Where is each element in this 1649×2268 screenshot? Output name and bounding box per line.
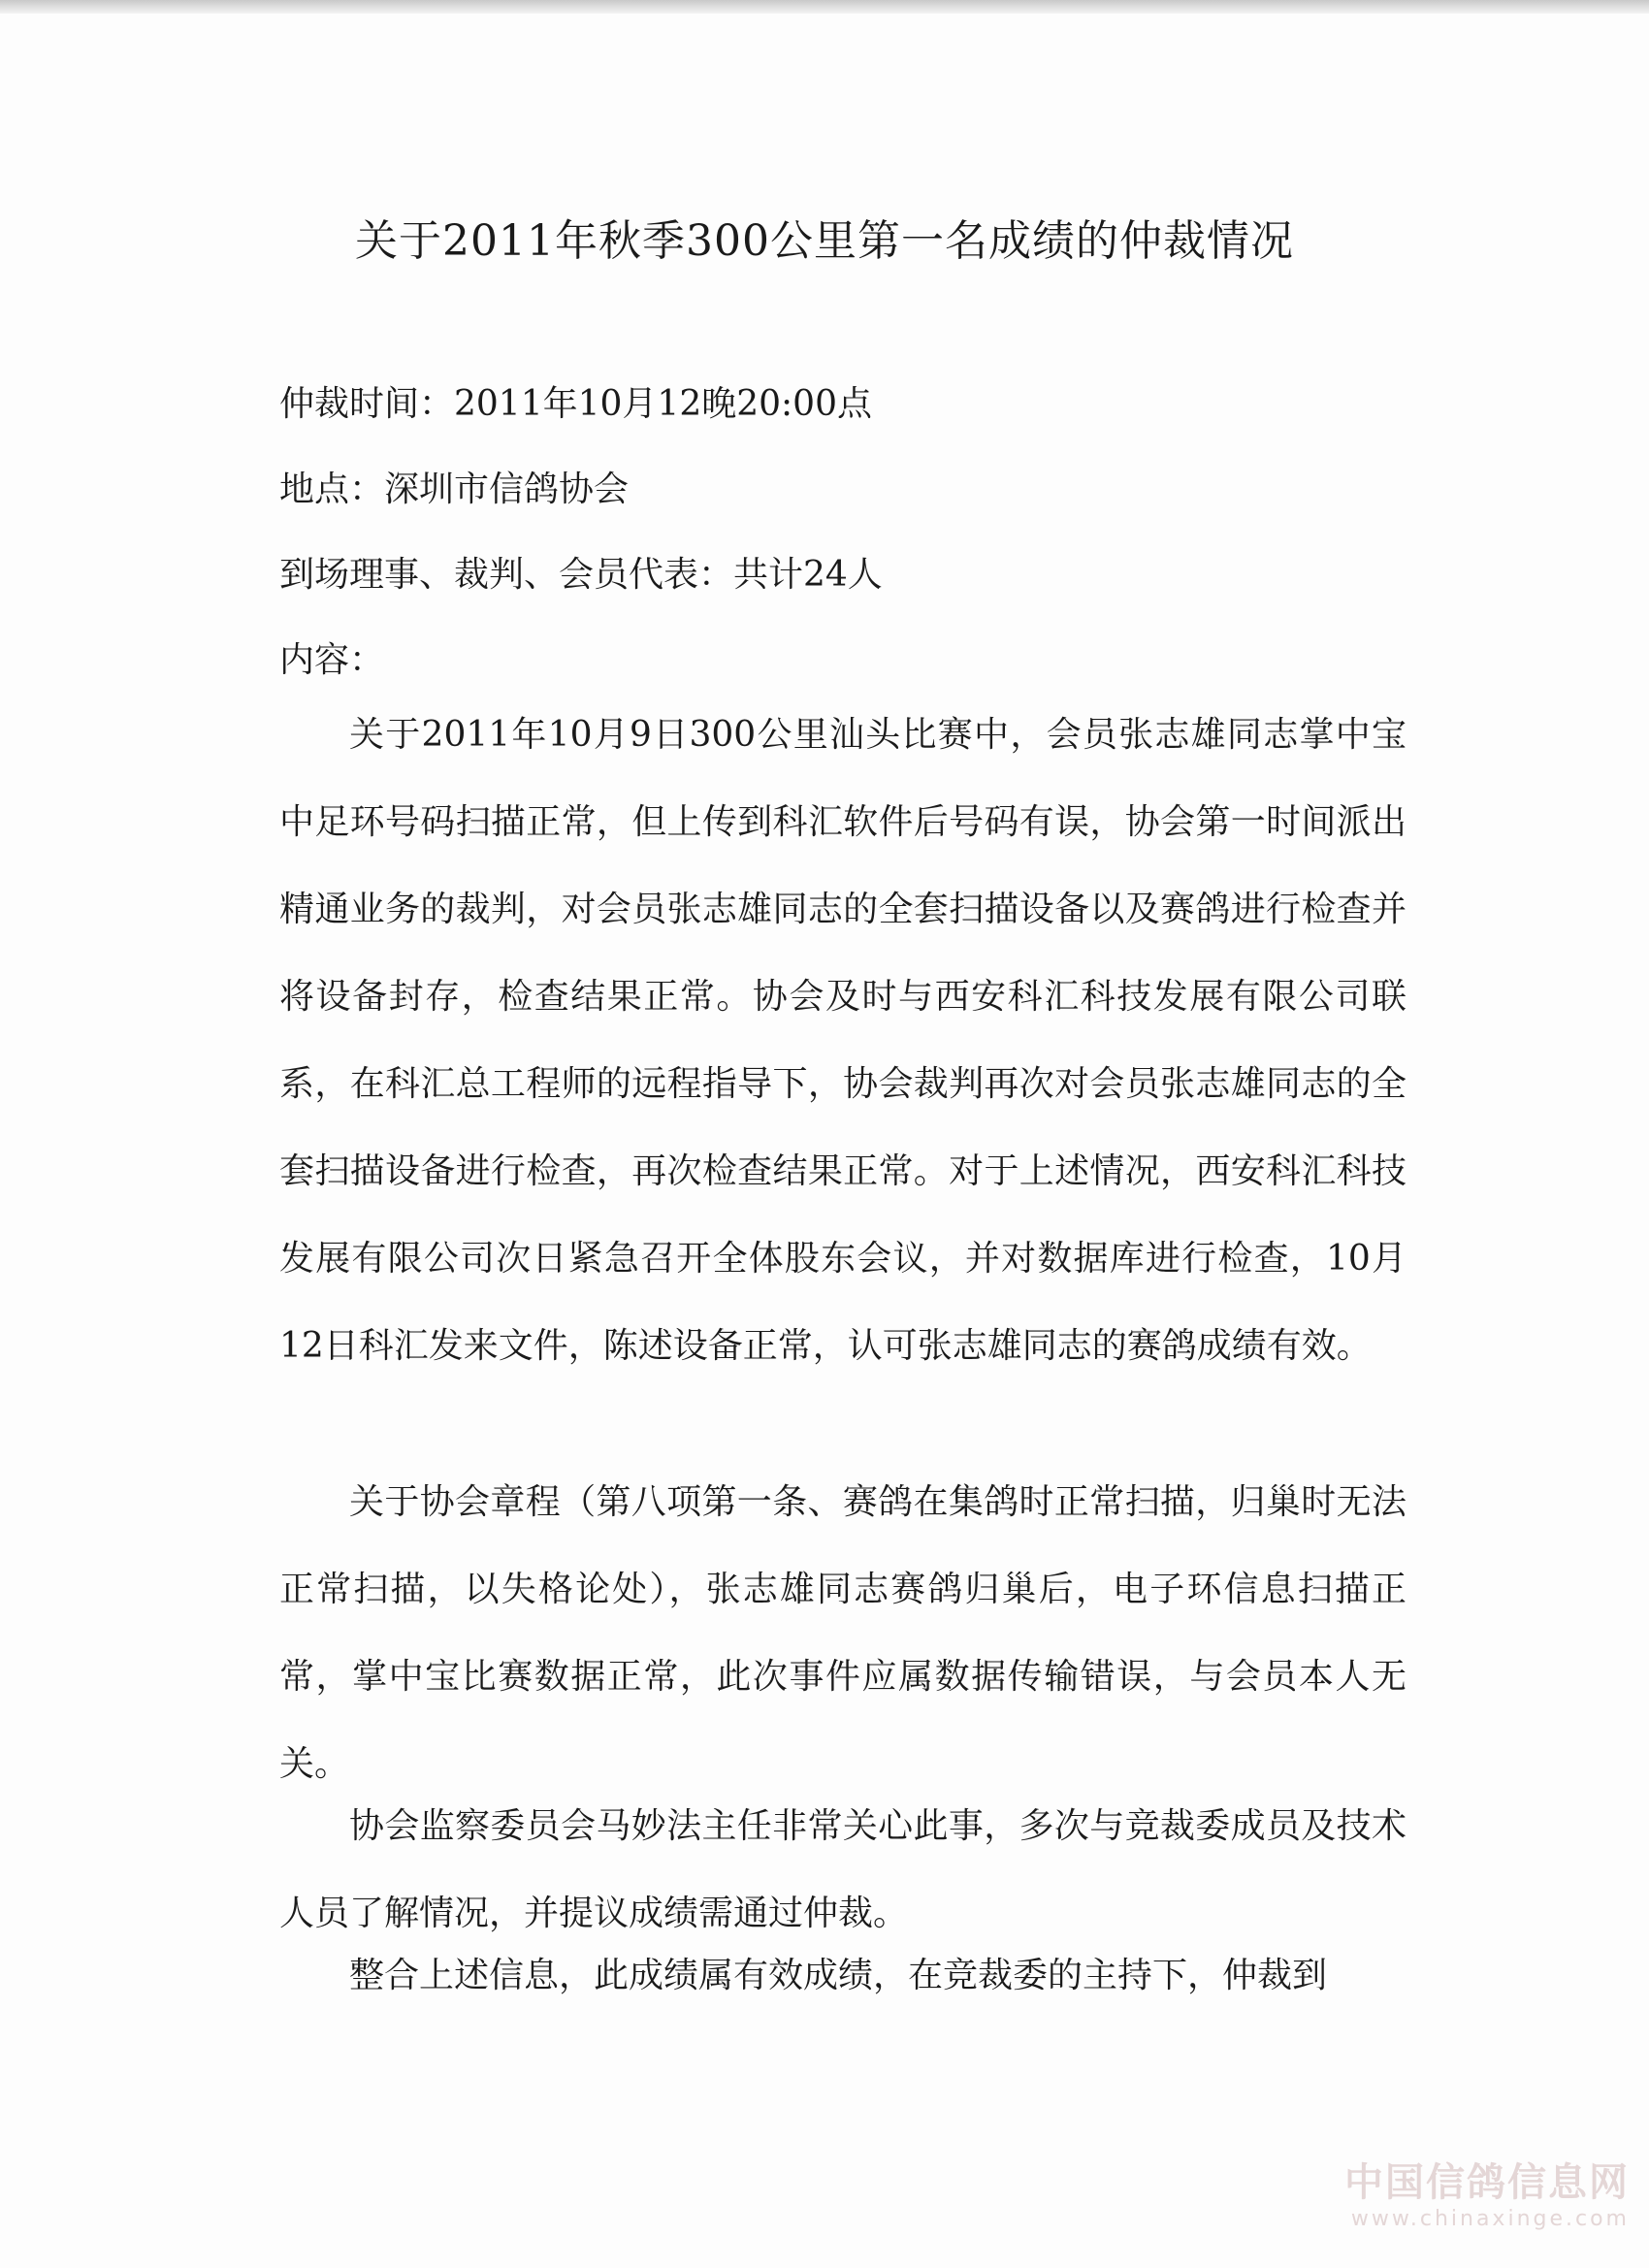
site-watermark	[1344, 2152, 1630, 2231]
arbitration-time: 仲裁时间：2011年10月12晚20:00点	[279, 384, 872, 424]
watermark-name: 中国信鸽信息网	[1344, 2160, 1630, 2205]
paragraph-1: 关于2011年10月9日300公里汕头比赛中，会员张志雄同志掌中宝中足环号码扫描正常，但上传到科汇软件后号码有误，协会第一时间派出精通业务的裁判，对会员张志雄同志的全套扫描设备以及赛鸽进行检查并将设备封存，检查结果正常。协会及时与西安科汇科技发展有限公司联系，在科汇总工程师的远程指导下，协会裁判再次对会员张志雄同志的全套扫描设备进行检查，再次检查结果正常。对于上述情况，西安科汇科技发展有限公司次日紧急召开全体股东会议，并对数据库进行检查，10月12日科汇发来文件，陈述设备正常，认可张志雄同志的赛鸽成绩有效。	[279, 715, 1406, 1366]
scan-edge	[0, 0, 1649, 14]
watermark-url: www.chinaxinge.com	[1350, 2207, 1630, 2231]
paragraph-3: 协会监察委员会马妙法主任非常关心此事，多次与竞裁委成员及技术人员了解情况，并提议成绩需通过仲裁。	[279, 1806, 1406, 1933]
location: 地点：深圳市信鸽协会	[279, 470, 630, 509]
document-title: 关于2011年秋季300公里第一名成绩的仲裁情况	[355, 216, 1294, 266]
paragraph-4: 整合上述信息，此成绩属有效成绩，在竞裁委的主持下，仲裁到	[349, 1956, 1328, 1995]
content-label: 内容：	[279, 640, 385, 680]
attendees: 到场理事、裁判、会员代表：共计24人	[279, 555, 883, 595]
paragraph-2: 关于协会章程（第八项第一条、赛鸽在集鸽时正常扫描，归巢时无法正常扫描，以失格论处），张志雄同志赛鸽归巢后，电子环信息扫描正常，掌中宝比赛数据正常，此次事件应属数据传输错误，与会员本人无关。	[279, 1482, 1406, 1784]
